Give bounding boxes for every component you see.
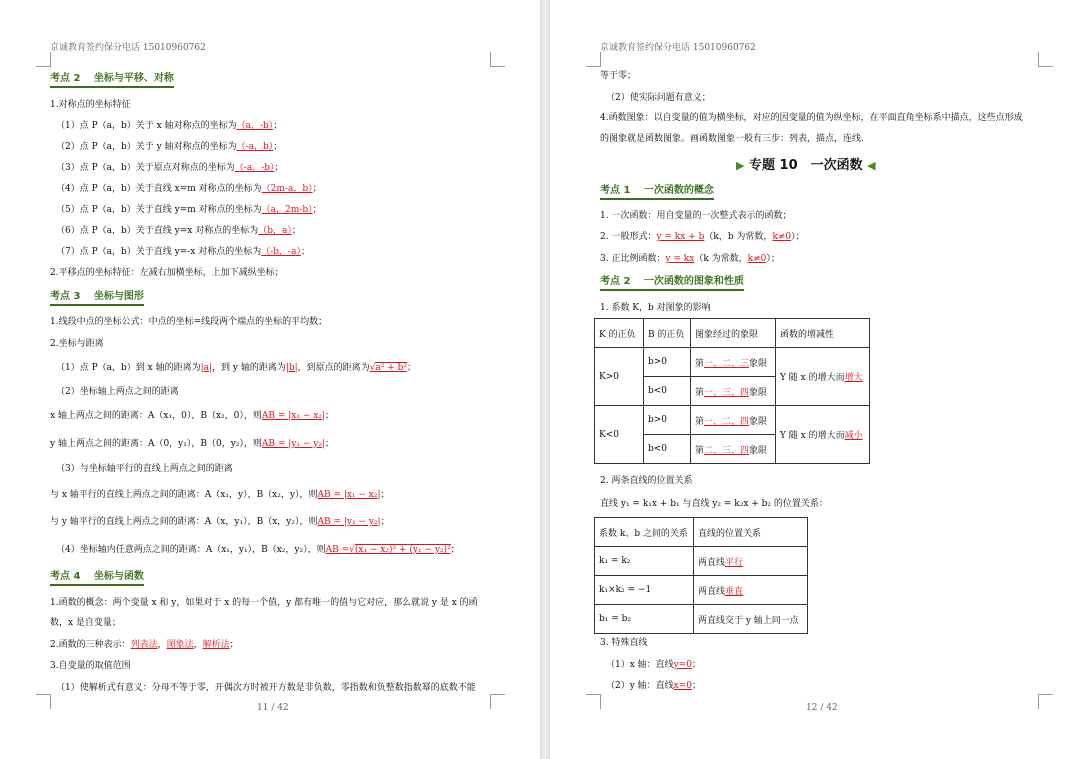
list-item: （2）点 P（a，b）关于 y 轴对称点的坐标为（-a，b）； <box>56 142 283 152</box>
crop-mark <box>1038 52 1053 67</box>
table-header: 系数 k、b 之间的关系 <box>595 518 694 547</box>
table-header: 图象经过的象限 <box>691 319 776 348</box>
table-cell: k₁ = k₂ <box>595 547 694 576</box>
text-line: 2.坐标与距离 <box>50 339 104 349</box>
coefficient-table <box>594 318 870 464</box>
text-line: （2）y 轴：直线x=0； <box>606 681 702 691</box>
table-header: 函数的增减性 <box>776 319 870 348</box>
position-table <box>594 517 808 634</box>
text-line: 2. 一般形式：y = kx + b（k，b 为常数，k≠0）； <box>600 232 805 242</box>
header-text: 京诚教育签约保分电话 15010960762 <box>50 43 206 53</box>
section-heading: 考点 2 坐标与平移、对称 <box>50 72 174 88</box>
formula-line: y 轴上两点之间的距离：A（0，y₁），B（0，y₂），则AB = |y₁ − y₂|； <box>50 439 335 449</box>
text-line: 3. 特殊直线 <box>600 638 648 648</box>
table-cell: b>0 <box>644 406 691 435</box>
topic-title: ▶ 专题 10 一次函数 ◀ <box>736 158 876 173</box>
page-number: 12 / 42 <box>806 703 838 713</box>
text-line: 1. 系数 K，b 对图象的影响 <box>600 303 711 313</box>
table-cell: Y 随 x 的增大而减小 <box>776 406 870 464</box>
text-line: 3.自变量的取值范围 <box>50 661 131 671</box>
crop-mark <box>1038 694 1053 709</box>
text-line: 2.平移点的坐标特征：左减右加横坐标，上加下减纵坐标； <box>50 268 284 278</box>
list-item: （6）点 P（a，b）关于直线 y=x 对称点的坐标为（b，a）； <box>56 226 301 236</box>
section-heading: 考点 4 坐标与函数 <box>50 570 144 586</box>
crop-mark <box>586 694 601 709</box>
text-line: 1.函数的概念：两个变量 x 和 y，如果对于 x 的每一个值，y 都有唯一的值与它对应，那么就说 y 是 x 的函 <box>50 598 478 608</box>
text-line: （1）x 轴：直线y=0； <box>606 660 702 670</box>
table-header: B 的正负 <box>644 319 691 348</box>
table-row <box>595 406 870 435</box>
text-line: 1. 一次函数：用自变量的一次整式表示的函数； <box>600 211 792 221</box>
formula-line: x 轴上两点之间的距离：A（x₁，0），B（x₂，0），则AB = |x₁ − x₂|； <box>50 411 334 421</box>
table-cell: 第二、三、四象限 <box>691 435 776 464</box>
table-cell: 两直线平行 <box>694 547 808 576</box>
text-line: 数，x 是自变量； <box>50 618 121 628</box>
table-cell: 两直线垂直 <box>694 576 808 605</box>
table-row <box>595 518 808 547</box>
table-cell: 第一、二、四象限 <box>691 406 776 435</box>
text-line: （2）坐标轴上两点之间的距离 <box>56 387 179 397</box>
list-item: （1）点 P（a，b）关于 x 轴对称点的坐标为（a，-b）； <box>56 121 283 131</box>
table-cell: 第一、二、三象限 <box>691 348 776 377</box>
section-heading: 考点 3 坐标与图形 <box>50 290 144 306</box>
table-row <box>595 348 870 377</box>
table-row <box>595 605 808 634</box>
triangle-left-icon: ◀ <box>867 159 876 172</box>
triangle-right-icon: ▶ <box>736 159 745 172</box>
crop-mark <box>36 694 51 709</box>
page-12 <box>550 0 1080 759</box>
formula-line: （1）点 P（a，b）到 x 轴的距离为|a|，到 y 轴的距离为|b|，到原点的距离为√a² + b²； <box>56 363 417 373</box>
table-cell: b<0 <box>644 377 691 406</box>
section-heading: 考点 1 一次函数的概念 <box>600 184 714 200</box>
text-line: 2.函数的三种表示：列表法，图象法，解析法； <box>50 640 239 650</box>
text-line: 2. 两条直线的位置关系 <box>600 476 693 486</box>
page-number: 11 / 42 <box>257 703 289 713</box>
text-line: （3）与坐标轴平行的直线上两点之间的距离 <box>56 464 233 474</box>
text-line: 3. 正比例函数：y = kx（k 为常数，k≠0）； <box>600 254 780 264</box>
section-heading: 考点 2 一次函数的图象和性质 <box>600 275 744 291</box>
text-line: 1.线段中点的坐标公式：中点的坐标=线段两个端点的坐标的平均数； <box>50 317 328 327</box>
table-cell: b₁ = b₂ <box>595 605 694 634</box>
formula-line: 与 x 轴平行的直线上两点之间的距离：A（x₁，y），B（x₂，y），则AB = |x₁ − x₂|； <box>50 490 390 500</box>
table-cell: k₁×k₂ = −1 <box>595 576 694 605</box>
table-header: K 的正负 <box>595 319 644 348</box>
list-item: （4）点 P（a，b）关于直线 x=m 对称点的坐标为（2m-a，b）； <box>56 184 322 194</box>
table-header: 直线的位置关系 <box>694 518 808 547</box>
table-cell: 两直线交于 y 轴上同一点 <box>694 605 808 634</box>
table-cell: K>0 <box>595 348 644 406</box>
formula-line: （4）坐标轴内任意两点之间的距离：A（x₁，y₁），B（x₂，y₂），则AB =√(x₁ − x₂)² + (y₁ − y₂)²； <box>56 545 460 555</box>
table-row <box>595 319 870 348</box>
text-line: 等于零； <box>600 71 637 81</box>
formula-line: 与 y 轴平行的直线上两点之间的距离：A（x，y₁），B（x，y₂），则AB = |y₁ − y₂|； <box>50 517 390 527</box>
header-text: 京诚教育签约保分电话 15010960762 <box>600 43 756 53</box>
text-line: 1.对称点的坐标特征 <box>50 100 131 110</box>
text-line: （2）使实际问题有意义； <box>606 93 711 103</box>
list-item: （7）点 P（a，b）关于直线 y=-x 对称点的坐标为（-b，-a）； <box>56 247 310 257</box>
text-line: （1）使解析式有意义：分母不等于零，开偶次方时被开方数是非负数，零指数和负整数指数幂的底数不能 <box>56 683 476 693</box>
text-line: 4.函数图象：以自变量的值为横坐标，对应的因变量的值为纵坐标，在平面直角坐标系中描点，这些点形成 <box>600 113 1023 123</box>
table-row <box>595 547 808 576</box>
text-line: 直线 y₁ = k₁x + b₁ 与直线 y₂ = k₂x + b₂ 的位置关系： <box>600 499 828 509</box>
crop-mark <box>586 52 601 67</box>
table-cell: K<0 <box>595 406 644 464</box>
crop-mark <box>490 694 505 709</box>
crop-mark <box>36 52 51 67</box>
table-cell: Y 随 x 的增大而增大 <box>776 348 870 406</box>
table-cell: 第一、三、四象限 <box>691 377 776 406</box>
crop-mark <box>490 52 505 67</box>
table-cell: b>0 <box>644 348 691 377</box>
table-row <box>595 576 808 605</box>
text-line: 的图象就是函数图象。画函数图象一般有三步：列表，描点，连线. <box>600 134 864 144</box>
list-item: （5）点 P（a，b）关于直线 y=m 对称点的坐标为（a，2m-b）； <box>56 205 322 215</box>
table-cell: b<0 <box>644 435 691 464</box>
list-item: （3）点 P（a，b）关于原点对称点的坐标为（-a，-b）； <box>56 163 284 173</box>
